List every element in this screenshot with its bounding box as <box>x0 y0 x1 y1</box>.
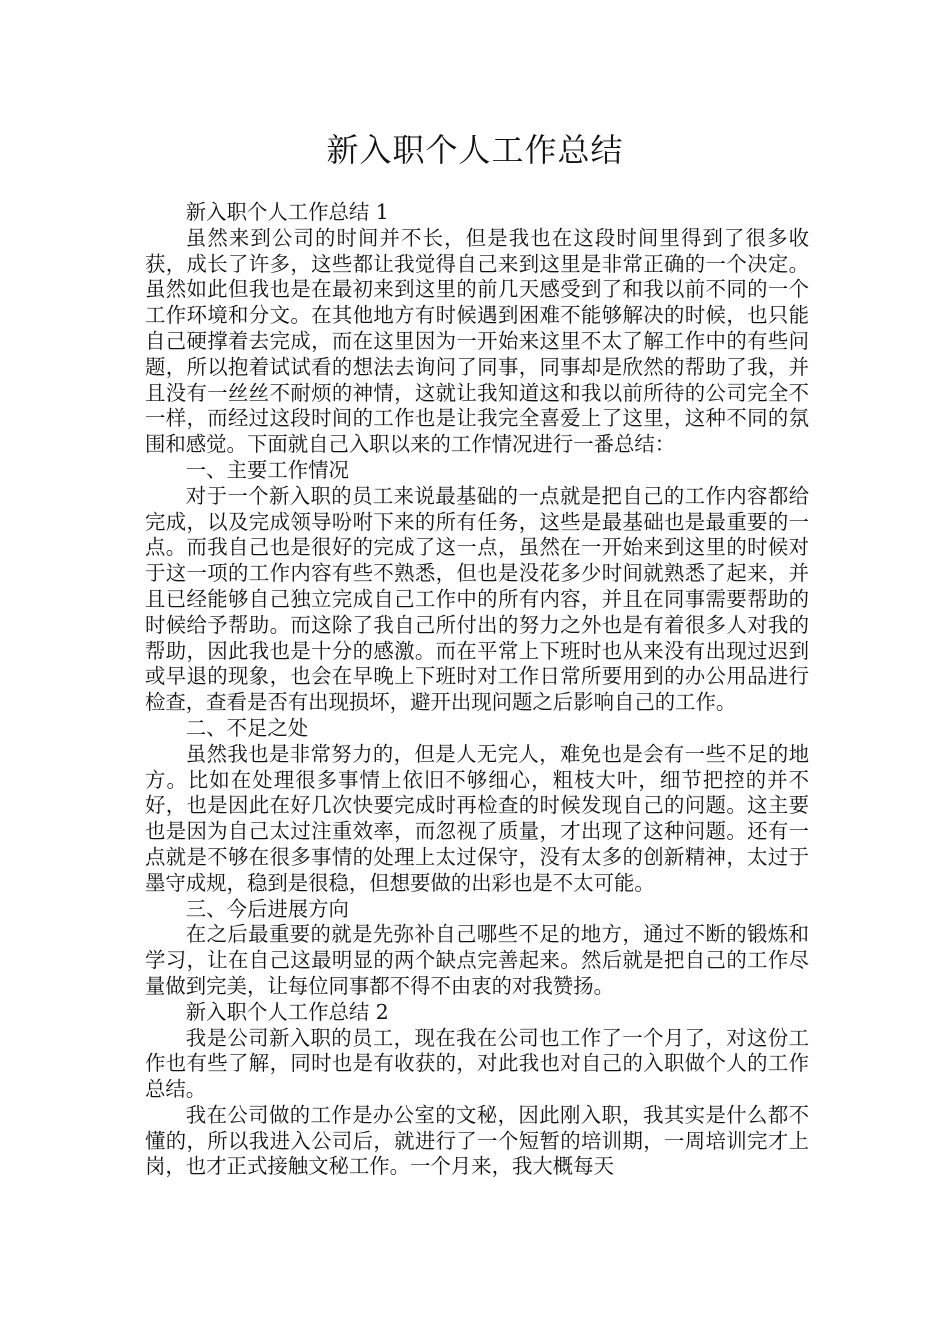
document-body <box>145 200 809 1180</box>
paragraph: 虽然我也是非常努力的，但是人无完人，难免也是会有一些不足的地方。比如在处理很多事情上依旧不够细心，粗枝大叶，细节把控的并不好，也是因此在好几次快要完成时再检查的时候发现自己的问题。这主要也是因为自己太过注重效率，而忽视了质量，才出现了这种问题。还有一点就是不够在很多事情的处理上太过保守，没有太多的创新精神，太过于墨守成规，稳到是很稳，但想要做的出彩也是不太可能。 <box>145 741 809 895</box>
section-heading: 新入职个人工作总结 2 <box>185 999 389 1024</box>
section-heading: 一、主要工作情况 <box>185 457 349 482</box>
paragraph: 我是公司新入职的员工，现在我在公司也工作了一个月了，对这份工作也有些了解，同时也是有收获的，对此我也对自己的入职做个人的工作总结。 <box>145 1025 809 1102</box>
section-heading: 二、不足之处 <box>185 715 309 740</box>
section-heading: 三、今后进展方向 <box>185 896 349 921</box>
page-title: 新入职个人工作总结 <box>326 131 624 169</box>
paragraph: 对于一个新入职的员工来说最基础的一点就是把自己的工作内容都给完成，以及完成领导吩咐下来的所有任务，这些是最基础也是最重要的一点。而我自己也是很好的完成了这一点，虽然在一开始来到这里的时候对于这一项的工作内容有些不熟悉，但也是没花多少时间就熟悉了起来，并且已经能够自己独立完成自己工作中的所有内容，并且在同事需要帮助的时候给予帮助。而这除了我自己所付出的努力之外也是有着很多人对我的帮助，因此我也是十分的感激。而在平常上下班时也从来没有出现过迟到或早退的现象，也会在早晚上下班时对工作日常所要用到的办公用品进行检查，查看是否有出现损坏，避开出现问题之后影响自己的工作。 <box>145 483 809 715</box>
paragraph: 在之后最重要的就是先弥补自己哪些不足的地方，通过不断的锻炼和学习，让在自己这最明显的两个缺点完善起来。然后就是把自己的工作尽量做到完美，让每位同事都不得不由衷的对我赞扬。 <box>145 922 809 998</box>
paragraph: 我在公司做的工作是办公室的文秘，因此刚入职，我其实是什么都不懂的，所以我进入公司后，就进行了一个短暂的培训期，一周培训完才上岗，也才正式接触文秘工作。一个月来，我大概每天 <box>145 1102 809 1179</box>
section-heading: 新入职个人工作总结 1 <box>185 200 389 224</box>
paragraph: 虽然来到公司的时间并不长，但是我也在这段时间里得到了很多收获，成长了许多，这些都让我觉得自己来到这里是非常正确的一个决定。虽然如此但我也是在最初来到这里的前几天感受到了和我以前不同的一个工作环境和分文。在其他地方有时候遇到困难不能够解决的时候，也只能自己硬撑着去完成，而在这里因为一开始来这里不太了解工作中的有些问题，所以抱着试试看的想法去询问了同事，同事却是欣然的帮助了我，并且没有一丝丝不耐烦的神情，这就让我知道这和我以前所待的公司完全不一样，而经过这段时间的工作也是让我完全喜爱上了这里，这种不同的氛围和感觉。下面就自己入职以来的工作情况进行一番总结： <box>145 225 809 457</box>
